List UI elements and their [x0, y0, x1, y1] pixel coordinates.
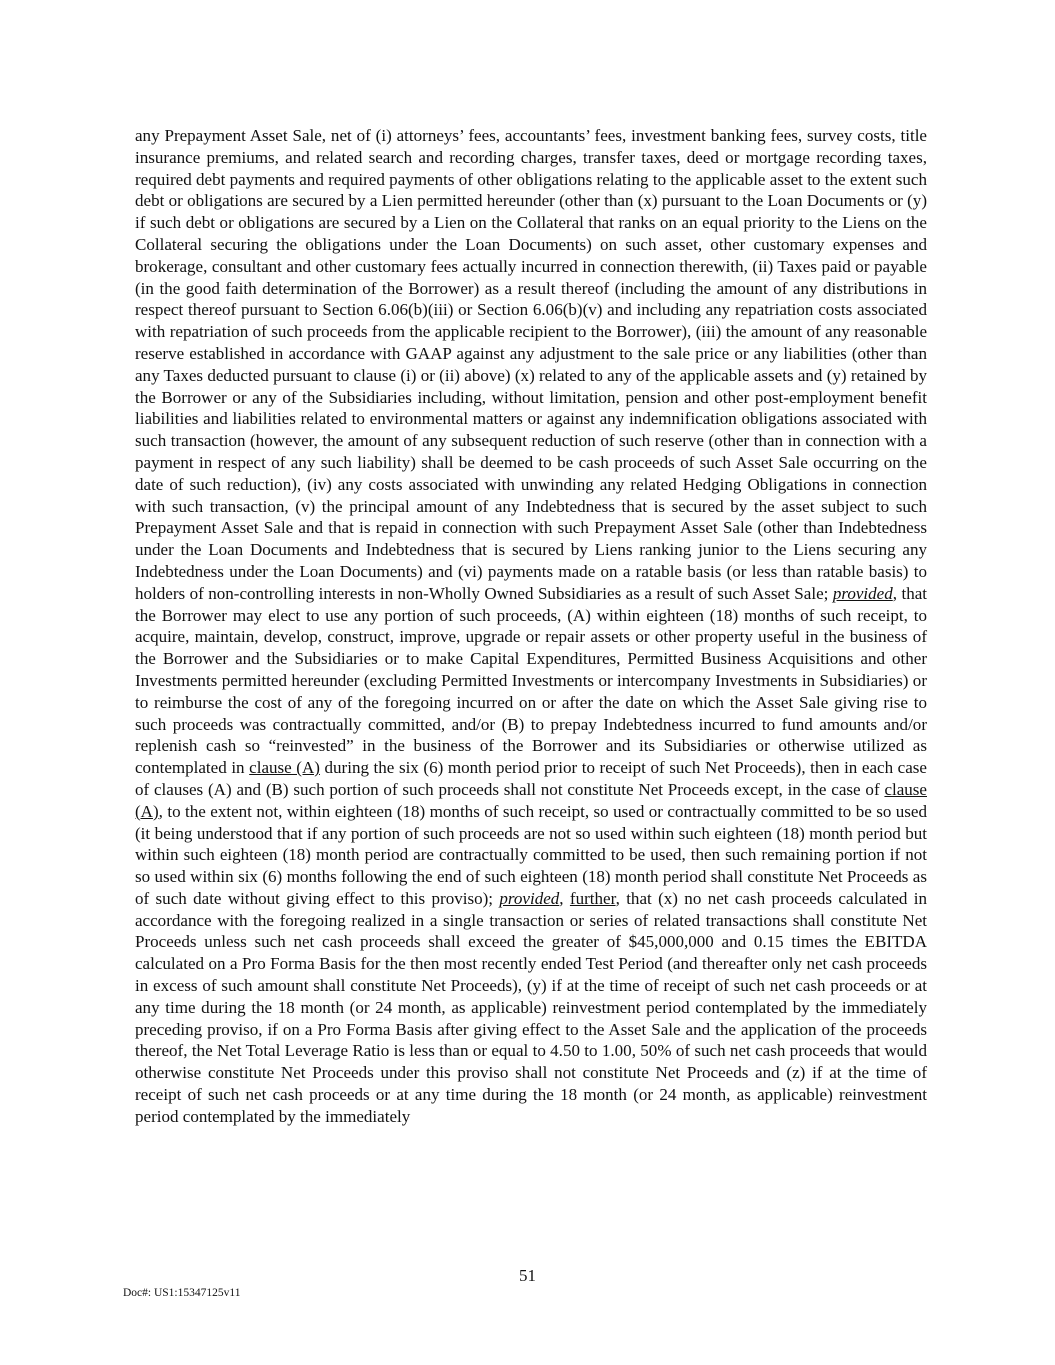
document-id: Doc#: US1:15347125v11 — [123, 1287, 241, 1299]
page-number: 51 — [519, 1266, 536, 1285]
text-run: any Prepayment Asset Sale, net of (i) attorneys’ fees, accountants’ fees, investment banking fees, survey costs, title insurance premiums, and related search and recording charges, transfer taxes, deed or mortgage recording taxes, required debt payments and required payments of other obligations relating to the applicable asset to the extent such debt or obligations are secured by a Lien permitted hereunder (other than (x) pursuant to the Loan Documents or (y) if such debt or obligations are secured by a Lien on the Collateral that ranks on an equal priority to the Liens on the Collateral securing the obligations under the Loan Documents) on such asset, other customary expenses and brokerage, consultant and other customary fees actually incurred in connection therewith, (ii) Taxes paid or payable (in the good faith determination of the Borrower) as a result thereof (including the amount of any distributions in respect thereof pursuant to Section 6.06(b)(iii) or Section 6.06(b)(v) and including any repatriation costs associated with repatriation of such proceeds from the applicable recipient to the Borrower), (iii) the amount of any reasonable reserve established in accordance with GAAP against any adjustment to the sale price or any liabilities (other than any Taxes deducted pursuant to clause (i) or (ii) above) (x) related to any of the applicable assets and (y) retained by the Borrower or any of the Subsidiaries including, without limitation, pension and other post-employment benefit liabilities and liabilities related to environmental matters or against any indemnification obligations associated with such transaction (however, the amount of any subsequent reduction of such reserve (other than in connection with a payment in respect of any such liability) shall be deemed to be cash proceeds of such Asset Sale occurring on the date of such reduction), (iv) any costs associated with unwinding any related Hedging Obligations in connection with such transaction, (v) the principal amount of any Indebtedness that is secured by the asset subject to such Prepayment Asset Sale and that is repaid in connection with such Prepayment Asset Sale (other than Indebtedness under the Loan Documents and Indebtedness that is secured by Liens ranking junior to the Liens securing any Indebtedness under the Loan Documents) and (vi) payments made on a ratable basis (or less than ratable basis) to holders of non-controlling interests in non-Wholly Owned Subsidiaries as a result of such Asset Sale; — [135, 126, 927, 603]
clause-a-reference: clause (A) — [135, 779, 927, 821]
text-run: , to the extent not, within eighteen (18) months of such receipt, so used or contractually committed to be so used (it being understood that if any portion of such proceeds are not so used within such eighteen (18) month period but within such eighteen (18) month period are contractually committed to be used, then such remaining portion if not so used within six (6) months following the end of such eighteen (18) month period shall constitute Net Proceeds as of such date without giving effect to this proviso); — [135, 801, 927, 908]
further-term: further — [569, 888, 616, 908]
provided-term: provided — [832, 583, 893, 603]
text-run: , that (x) no net cash proceeds calculated in accordance with the foregoing realized in a single transaction or series of related transactions shall constitute Net Proceeds unless such net cash proceeds shall exceed the greater of $45,000,000 and 0.15 times the EBITDA calculated on a Pro Forma Basis for the then most recently ended Test Period (and thereafter only net cash proceeds in excess of such amount shall constitute Net Proceeds), (y) if at the time of receipt of such net cash proceeds or at any time during the 18 month (or 24 month, as applicable) reinvestment period contemplated by the immediately preceding proviso, if on a Pro Forma Basis after giving effect to the Asset Sale and the application of the proceeds thereof, the Net Total Leverage Ratio is less than or equal to 4.50 to 1.00, 50% of such net cash proceeds that would otherwise constitute Net Proceeds under this proviso shall not constitute Net Proceeds and (z) if at the time of receipt of such net cash proceeds or at any time during the 18 month (or 24 month, as applicable) reinvestment period contemplated by the immediately — [135, 888, 927, 1126]
body-paragraph — [135, 125, 927, 1128]
text-run: , — [559, 888, 570, 908]
text-run: during the six (6) month period prior to receipt of such Net Proceeds), then in each case of clauses (A) and (B) such portion of such proceeds shall not constitute Net Proceeds except, in the case of — [135, 758, 927, 799]
provided-term: provided — [499, 888, 560, 908]
clause-a-reference: clause (A) — [249, 758, 320, 778]
text-run: , that the Borrower may elect to use any portion of such proceeds, (A) within eighteen (18) months of such receipt, to acquire, maintain, develop, construct, improve, upgrade or repair assets or other property useful in the business of the Borrower and the Subsidiaries or to make Capital Expenditures, Permitted Business Acquisitions and other Investments permitted hereunder (excluding Permitted Investments or intercompany Investments in Subsidiaries) or to reimburse the cost of any of the foregoing incurred on or after the date on which the Asset Sale giving rise to such proceeds was contractually committed, and/or (B) to prepay Indebtedness incurred to fund amounts and/or replenish cash so “reinvested” in the business of the Borrower and its Subsidiaries or otherwise utilized as contemplated in — [135, 583, 928, 778]
